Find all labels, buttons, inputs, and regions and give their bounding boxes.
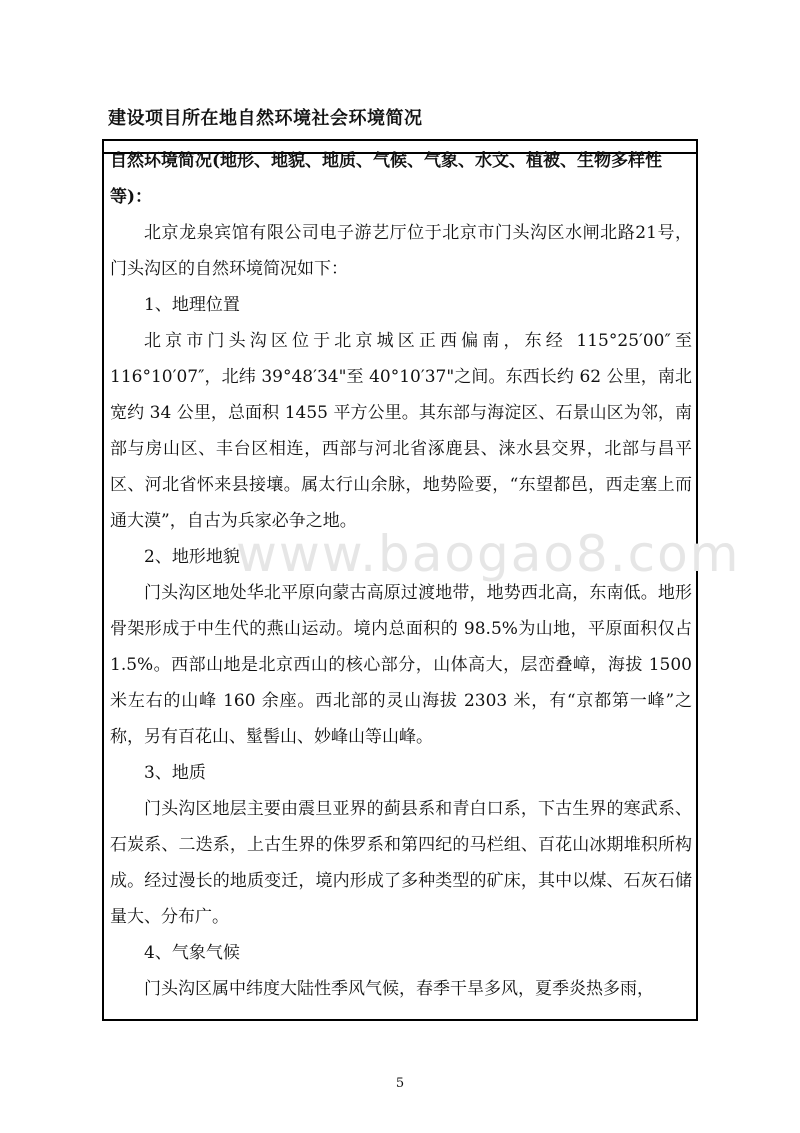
watermark: www.baogao8.com	[236, 525, 741, 583]
item-title-terrain: 2、地形地貌	[144, 547, 240, 567]
environment-table	[102, 139, 698, 1021]
section-title: 自然环境简况(地形、地貌、地质、气候、气象、水文、植被、生物多样性等)：	[110, 151, 663, 207]
item-text-location: 北京市门头沟区位于北京城区正西偏南，东经 115°25′00″至 116°10′07″，北纬 39°48′34"至 40°10′37"之间。东西长约 62 公里，南北宽约 34 公里，总面积 1455 平方公里。其东部与海淀区、石景山区为邻，南部与房山区、丰台区相连，西部与河北省涿鹿县、涞水县交界，北部与昌平区、河北省怀来县接壤。属太行山余脉，地势险要，“东望都邑，西走塞上而通大漠”，自古为兵家必争之地。	[110, 331, 692, 531]
intro-paragraph: 北京龙泉宾馆有限公司电子游艺厅位于北京市门头沟区水闸北路21号，门头沟区的自然环境简况如下：	[110, 223, 692, 279]
item-text-geology: 门头沟区地层主要由震旦亚界的蓟县系和青白口系，下古生界的寒武系、石炭系、二迭系，上古生界的侏罗系和第四纪的马栏组、百花山冰期堆积所构成。经过漫长的地质变迁，境内形成了多种类型的矿床，其中以煤、石灰石储量大、分布广。	[110, 799, 692, 927]
item-title-geology: 3、地质	[144, 763, 206, 783]
item-text-terrain: 门头沟区地处华北平原向蒙古高原过渡地带，地势西北高，东南低。地形骨架形成于中生代的燕山运动。境内总面积的 98.5%为山地，平原面积仅占 1.5%。西部山地是北京西山的核心部分，山体高大，层峦叠嶂，海拔 1500 米左右的山峰 160 余座。西北部的灵山海拔 2303 米，有“京都第一峰”之称，另有百花山、髽髻山、妙峰山等山峰。	[110, 583, 692, 747]
item-title-climate: 4、气象气候	[144, 943, 240, 963]
table-content	[110, 143, 692, 1007]
page-heading: 建设项目所在地自然环境社会环境简况	[108, 108, 423, 129]
item-title-location: 1、地理位置	[144, 295, 240, 315]
page-number: 5	[395, 1076, 405, 1091]
item-text-climate: 门头沟区属中纬度大陆性季风气候，春季干旱多风，夏季炎热多雨，	[144, 979, 654, 999]
